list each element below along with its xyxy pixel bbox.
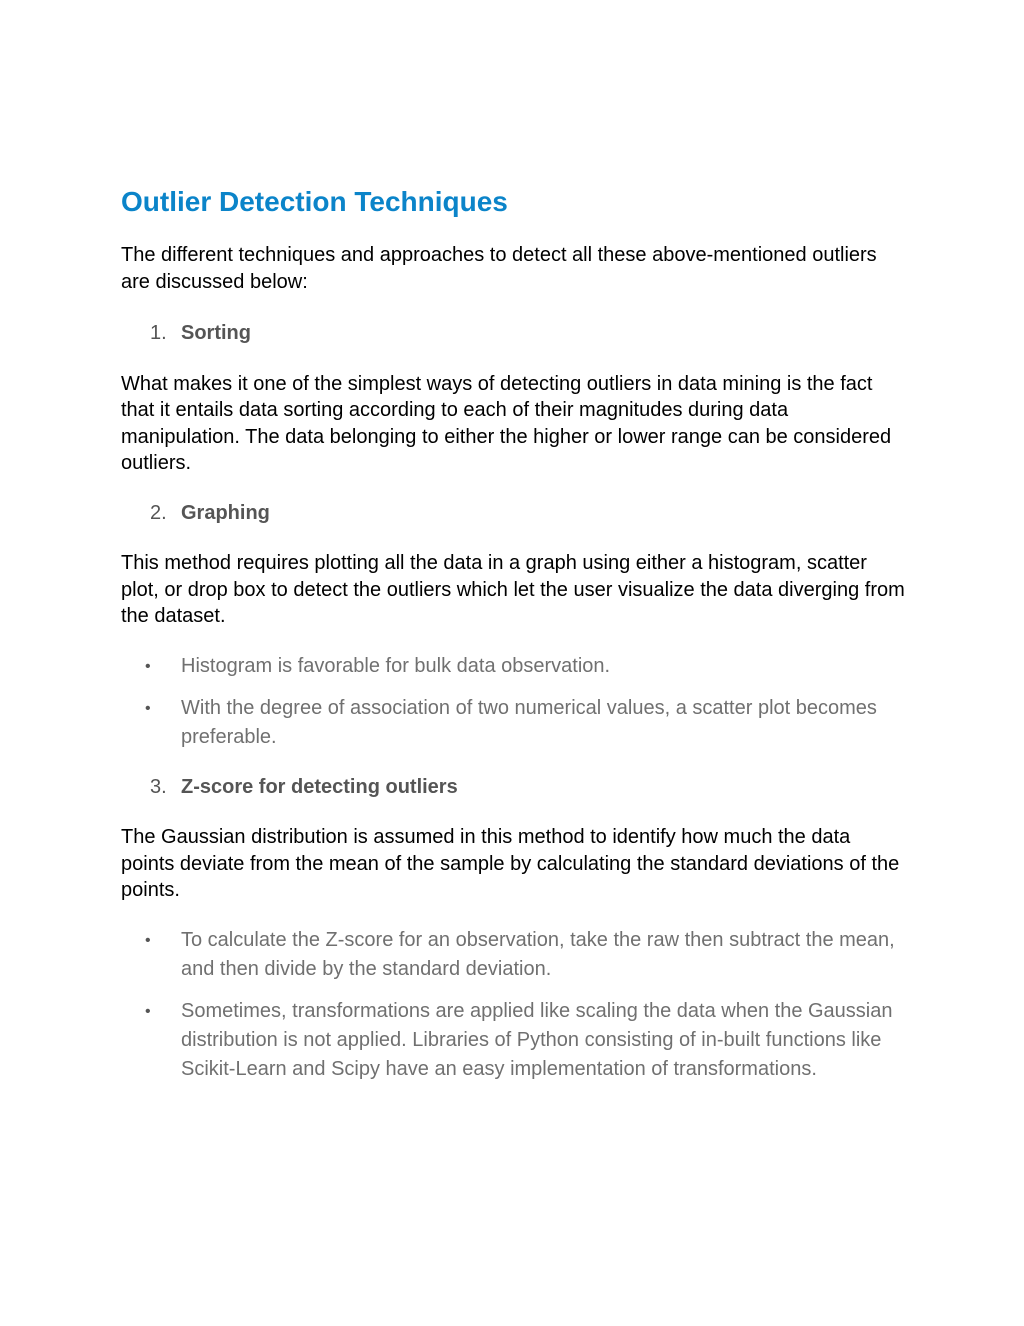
bullet-text: Sometimes, transformations are applied like scaling the data when the Gaussian distribution is not applied. Libraries of Python consisting of in-built functions like Scikit-Learn and Scipy have an easy implementation of transformations. — [181, 999, 893, 1080]
list-item — [121, 997, 906, 1084]
section-number: 1. — [150, 322, 167, 344]
section-body-graphing: This method requires plotting all the data in a graph using either a histogram, scatter plot, or drop box to detect the outliers which let the user visualize the data diverging from the dataset. — [121, 552, 905, 627]
section-number: 2. — [150, 501, 167, 524]
bullet-text: To calculate the Z-score for an observation, take the raw then subtract the mean, and then divide by the standard deviation. — [181, 928, 895, 980]
section-body-zscore: The Gaussian distribution is assumed in this method to identify how much the data points deviate from the mean of the sample by calculating the standard deviations of the points. — [121, 826, 900, 901]
section-number: 3. — [150, 775, 167, 798]
bullet-text: Histogram is favorable for bulk data observation. — [181, 654, 611, 677]
list-item — [121, 652, 906, 681]
document-page — [121, 183, 906, 1084]
bullet-list-zscore — [121, 926, 906, 1084]
bullet-icon: • — [145, 699, 151, 717]
page-title: Outlier Detection Techniques — [121, 186, 508, 217]
section-body-sorting: What makes it one of the simplest ways of detecting outliers in data mining is the fact that it entails data sorting according to each of their magnitudes during data manipulation. The data belonging to either the higher or lower range can be considered outliers. — [121, 372, 892, 474]
section-heading-sorting — [121, 320, 906, 347]
bullet-text: With the degree of association of two numerical values, a scatter plot becomes preferable. — [181, 696, 877, 748]
bullet-list-graphing — [121, 652, 906, 752]
bullet-icon: • — [145, 657, 151, 675]
list-item — [121, 694, 906, 752]
bullet-icon: • — [145, 1002, 151, 1020]
section-heading-graphing — [121, 500, 906, 527]
section-heading-label: Z-score for detecting outliers — [181, 775, 458, 798]
bullet-icon: • — [145, 931, 151, 949]
section-heading-zscore — [121, 774, 906, 801]
section-heading-label: Graphing — [181, 501, 270, 524]
intro-paragraph: The different techniques and approaches to detect all these above-mentioned outliers are discussed below: — [121, 244, 877, 293]
section-heading-label: Sorting — [181, 322, 251, 344]
list-item — [121, 926, 906, 984]
